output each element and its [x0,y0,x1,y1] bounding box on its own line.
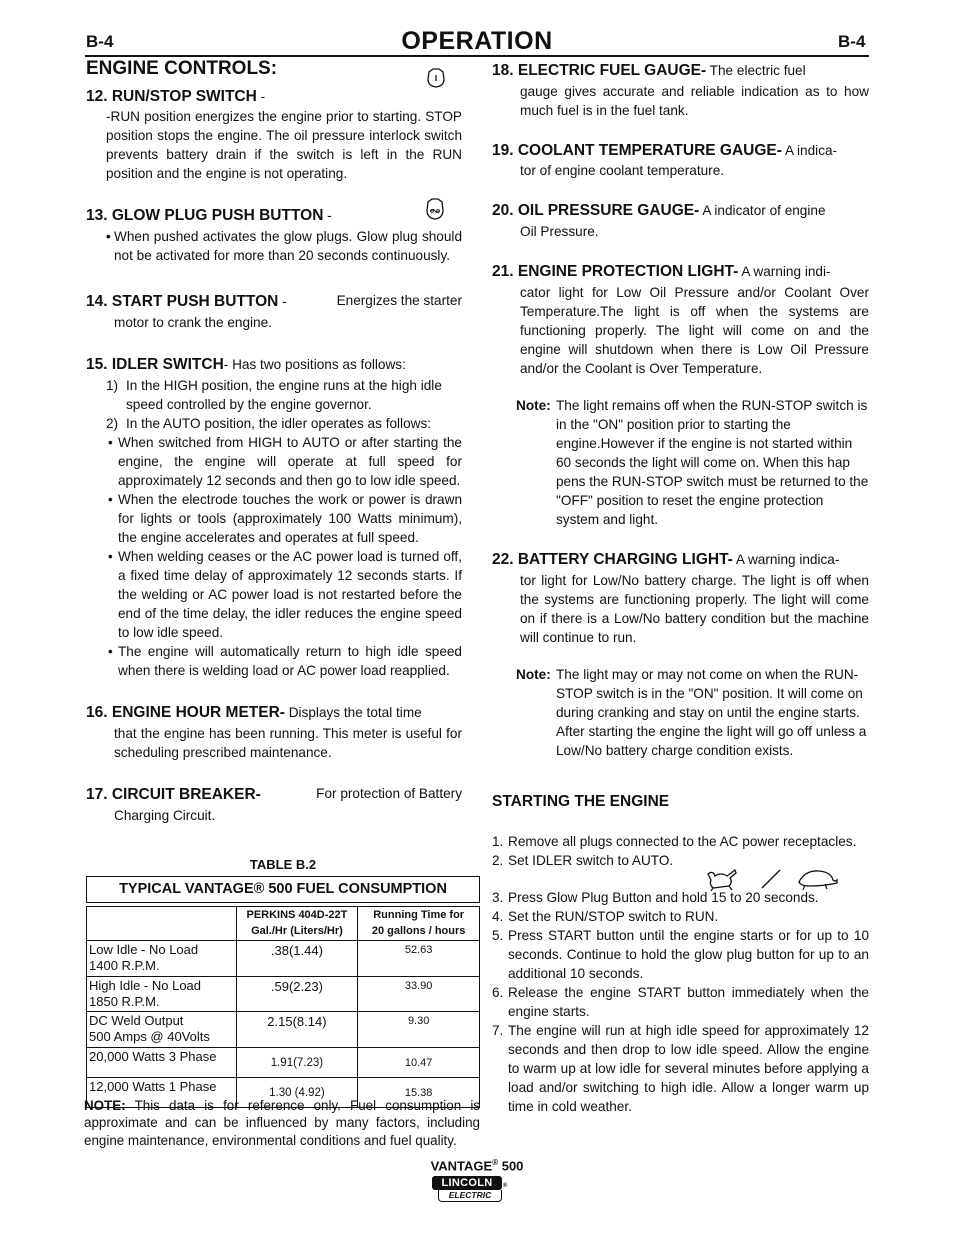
step-text: Set the RUN/STOP switch to RUN. [508,909,719,925]
protection-note [492,396,869,529]
start-push-inline: Energizes the starter [336,293,462,309]
step-number: 5. [492,928,504,944]
step-text: Set IDLER switch to AUTO. [508,853,674,869]
logo-reg: ® [503,1183,508,1189]
idler-heading: 15. IDLER SWITCH [86,355,224,373]
starting-step-4 [492,907,869,926]
step-number: 7. [492,1023,504,1039]
glow-plug-bullet: • [106,229,111,245]
step-text: Press START button until the engine starts or for up to 10 seconds. Continue to hold the glow plug button for up to an additional 10 seconds. [508,928,869,982]
start-push-sep: - [278,294,287,310]
header-time-a: Running Time for [373,908,465,921]
glow-plug-heading: 13. GLOW PLUG PUSH BUTTON [86,207,324,225]
step-number: 3. [492,890,504,906]
table-row [87,976,480,1012]
left-column [86,56,462,843]
table-header-time [358,907,480,941]
oil-heading: 20. OIL PRESSURE GAUGE- [492,202,700,220]
protection-note-text: The light remains off when the RUN-STOP switch is in the "ON" position prior to starting the engine.However if the engine is not started within 60 seconds the light will come on. When this hap pens the RUN-STOP switch must be returned to the "OFF" position to reset the engine protection system and light. [556,398,869,528]
page-title: OPERATION [401,27,553,55]
step-text: Remove all plugs connected to the AC power receptacles. [508,834,857,849]
idler-bullet-text: When welding ceases or the AC power load is turned off, a fixed time delay of approximately 12 seconds starts. If the welding or AC power load is not restarted before the end of the time delay, the idler reduces the engine speed to low idle speed. [118,548,462,640]
starting-step-1 [492,832,869,851]
run-stop-text: -RUN position energizes the engine prior to starting. STOP position stops the engine. The oil pressure interlock switch prevents battery drain if the switch is left in the RUN position and the engine is not operating. [106,109,462,182]
table-note-label: NOTE: [84,1098,126,1113]
starting-step-6 [492,983,869,1021]
oil-cont: Oil Pressure. [520,224,599,240]
row-running-time: 33.90 [358,976,480,1012]
protection-heading: 21. ENGINE PROTECTION LIGHT- [492,263,739,281]
table-title: TYPICAL VANTAGE® 500 FUEL CONSUMPTION [86,876,480,903]
row-label-a: 20,000 Watts 3 Phase [89,1048,217,1064]
coolant-item [492,140,869,181]
idler-position-2 [86,414,462,433]
table-row [87,1012,480,1048]
idler-bullet-text: When the electrode touches the work or power is drawn for lights or tools (approximately 100 Watts minimum), the engine accelerates and operates at full speed. [118,491,462,545]
oil-inline: A indicator of engine [699,203,826,219]
fuel-gauge-item [492,60,869,120]
hour-meter-item [86,702,462,762]
starting-heading: STARTING THE ENGINE [492,793,670,810]
idler-bullet-3 [86,547,462,642]
step-text: The engine will run at high idle speed for approximately 12 seconds and then drop to low idle speed. Allow the engine to warm up at low idle for several minutes before applying a load and/or switching to high idle. Allow a longer warm up time in cold weather. [508,1023,869,1115]
bullet-mark: • [108,491,113,507]
idler-position-text: In the AUTO position, the idler operates as follows: [126,415,432,431]
glow-plug-item [86,205,462,265]
breaker-heading: 17. CIRCUIT BREAKER- [86,785,261,803]
run-stop-heading: 12. RUN/STOP SWITCH [86,87,257,105]
step-number: 2. [492,853,504,869]
row-consumption: 1.91(7.23) [236,1047,358,1077]
footer-product-model: 500 [498,1158,524,1174]
breaker-cont: Charging Circuit. [114,807,216,823]
row-consumption: 2.15(8.14) [236,1012,358,1048]
protection-note-label: Note: [516,398,551,414]
idler-bullet-text: When switched from HIGH to AUTO or after starting the engine, the engine will operate at full speed for approximately 12 seconds and then go to low idle speed. [118,434,462,488]
idler-position-number: 2) [106,415,119,431]
page-label-left: B-4 [86,32,114,51]
oil-item [492,200,869,241]
start-push-item [86,291,462,332]
footer-product [0,1157,954,1176]
battery-note-label: Note: [516,667,551,683]
table-header-blank [87,907,237,941]
step-text: Release the engine START button immediately when the engine starts. [508,985,869,1020]
engine-outline-icon [425,67,447,89]
coolant-heading: 19. COOLANT TEMPERATURE GAUGE- [492,141,782,159]
idler-item [86,354,462,680]
idler-position-1 [86,376,462,414]
fuel-consumption-table [86,906,480,1108]
table-note [84,1097,480,1149]
hour-meter-inline: Displays the total time [284,705,422,721]
hour-meter-cont: that the engine has been running. This meter is useful for scheduling prescribed maintenance. [114,725,462,760]
run-stop-sep: - [256,88,266,104]
bullet-mark: • [108,644,113,659]
battery-note [492,665,869,760]
idler-bullet-1 [86,433,462,490]
table-caption: TABLE B.2 [249,857,317,872]
idler-bullet-text: The engine will automatically return to high idle speed when there is welding load or AC power load reapplied. [118,644,462,679]
breaker-item [86,784,462,825]
row-label [87,976,237,1012]
row-consumption: 1.30 (4.92) [236,1077,358,1107]
table-header-row [87,907,480,941]
table-row [87,1047,480,1077]
start-push-heading: 14. START PUSH BUTTON [86,293,279,311]
logo-top: LINCOLN [432,1176,502,1190]
glow-plug-icon [424,198,446,220]
fuel-gauge-heading: 18. ELECTRIC FUEL GAUGE- [492,62,707,79]
idler-bullet-4 [86,642,462,680]
row-consumption: .38(1.44) [236,941,358,977]
starting-step-7 [492,1021,869,1116]
row-running-time: 9.30 [358,1012,480,1048]
step-number: 4. [492,909,504,925]
hare-icon [705,866,741,892]
idler-positions [86,376,462,433]
battery-cont: tor light for Low/No battery charge. The light is off when the systems are functioning properly. The light will come on if there is a Low/No battery condition but the machine will continue to run. [520,572,869,646]
protection-cont: cator light for Low Oil Pressure and/or Coolant Over Temperature.The light is off when the systems are functioning properly. The light will come on and the engine will shutdown when there is Low Oil Pressure and/or the Coolant is Over Temperature. [520,284,869,376]
step-text: Press Glow Plug Button and hold 15 to 20 seconds. [508,890,819,906]
row-label-b: 500 Amps @ 40Volts [89,1029,210,1045]
starting-step-5 [492,926,869,983]
footer-product-name: VANTAGE [430,1158,493,1174]
table-note-text: This data is for reference only. Fuel consumption is approximate and can be influenced by many factors, including engine maintenance, environmental conditions and fuel quality. [84,1098,480,1148]
battery-item [492,549,869,760]
header-time-b: 20 gallons / hours [371,924,466,937]
row-label-a: Low Idle - No Load [89,942,199,957]
tortoise-icon [795,868,839,892]
row-consumption: .59(2.23) [236,976,358,1012]
start-push-cont: motor to crank the engine. [114,314,272,330]
header-consumption-a: PERKINS 404D-22T [246,908,348,921]
coolant-inline: A indica- [781,142,838,158]
row-label-a: High Idle - No Load [89,977,202,993]
row-running-time: 15.38 [358,1077,480,1107]
table-header-consumption [236,907,358,941]
battery-inline: A warning indica- [732,552,840,568]
row-label [87,1012,237,1048]
row-label-a: DC Weld Output [89,1013,184,1028]
row-running-time: 52.63 [358,941,480,977]
fuel-gauge-inline: The electric fuel [706,63,806,78]
glow-plug-sep: - [323,208,332,224]
step-number: 6. [492,985,504,1001]
row-label-b: 1850 R.P.M. [89,993,160,1009]
battery-heading: 22. BATTERY CHARGING LIGHT- [492,551,733,569]
row-running-time: 10.47 [358,1047,480,1077]
run-stop-item [86,86,462,184]
lincoln-electric-logo [432,1176,510,1204]
logo-bottom: ELECTRIC [438,1190,502,1202]
protection-inline: A warning indi- [738,264,831,280]
protection-item [492,261,869,529]
row-label-b: 1400 R.P.M. [89,958,160,974]
idler-inline: - Has two positions as follows: [223,356,406,372]
fuel-gauge-cont: gauge gives accurate and reliable indication as to how much fuel is in the fuel tank. [520,83,869,118]
idler-position-text: In the HIGH position, the engine runs at the high idle speed controlled by the engine governor. [126,377,442,412]
row-label [87,1047,237,1077]
slash-icon [758,866,784,892]
row-label-a: 12,000 Watts 1 Phase [89,1078,217,1094]
coolant-cont: tor of engine coolant temperature. [520,163,725,179]
step-number: 1. [492,834,504,849]
engine-controls-heading: ENGINE CONTROLS: [86,58,278,79]
right-column [492,60,869,778]
bullet-mark: • [108,548,113,564]
idler-position-number: 1) [106,377,119,393]
idler-bullets [86,433,462,680]
breaker-inline: For protection of Battery [316,785,462,801]
hour-meter-heading: 16. ENGINE HOUR METER- [86,704,285,722]
header-consumption-b: Gal./Hr (Liters/Hr) [251,924,343,937]
row-label [87,941,237,977]
battery-note-text: The light may or may not come on when the RUN-STOP switch is in the "ON" position. It will come on during cranking and stay on until the engine starts. After starting the engine the light will go off unless a Low/No battery charge condition exists. [556,667,867,759]
glow-plug-text: When pushed activates the glow plugs. Glow plug should not be activated for more than 20 seconds continuously. [114,229,462,264]
table-row [87,941,480,977]
page-label-right: B-4 [838,32,866,51]
bullet-mark: • [108,434,113,450]
footer-product-reg: ® [492,1158,499,1167]
idler-bullet-2 [86,490,462,547]
